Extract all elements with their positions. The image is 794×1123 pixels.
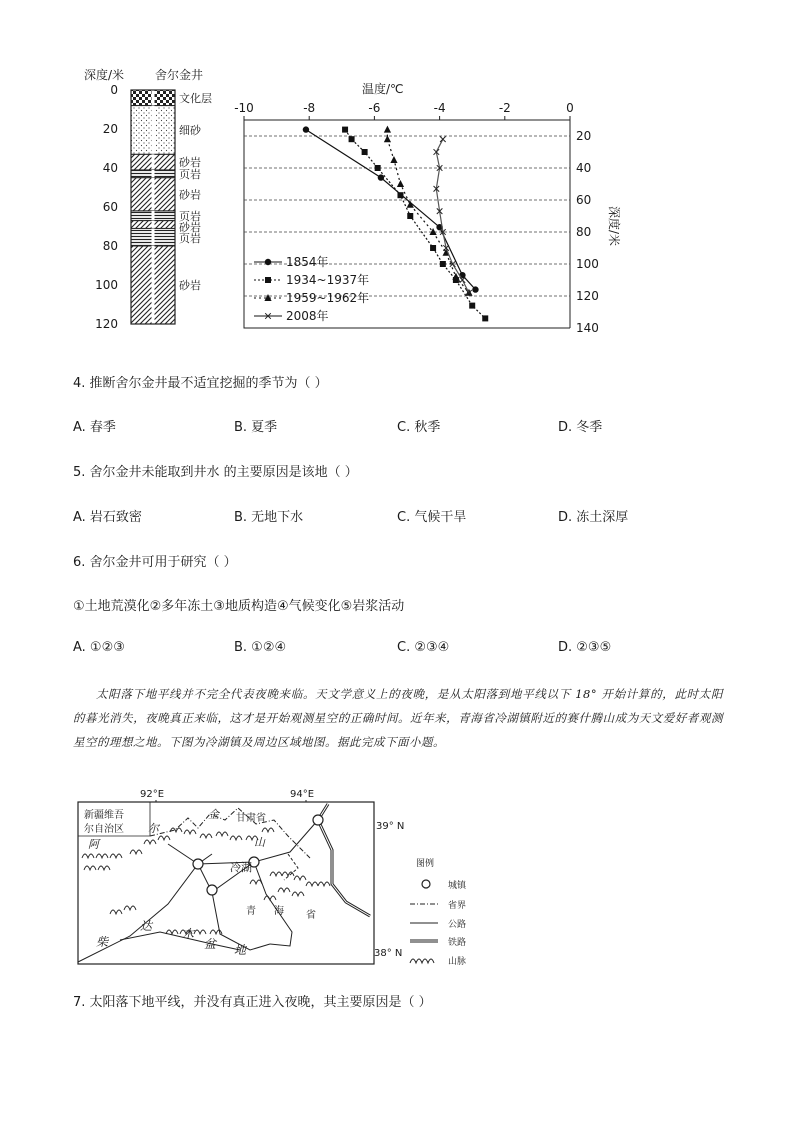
point-square <box>469 303 475 309</box>
depth-tick-label: 40 <box>102 161 118 175</box>
lon-label-right: 94°E <box>290 789 315 800</box>
y-tick-label: 120 <box>576 289 599 303</box>
q6-option-d[interactable]: D. ②③⑤ <box>558 640 612 655</box>
stratum-label: 页岩 <box>179 231 201 245</box>
q4-option-c[interactable]: C. 秋季 <box>397 420 441 435</box>
q6-option-c[interactable]: C. ②③④ <box>397 640 450 655</box>
q5-option-c[interactable]: C. 气候干旱 <box>397 510 467 525</box>
qinghai-label: 省 <box>306 910 316 921</box>
point-circle <box>378 174 384 180</box>
legend-road-label: 公路 <box>448 920 467 930</box>
town-marker <box>193 859 203 869</box>
series-2 <box>384 126 473 296</box>
x-axis-label: 温度/℃ <box>362 82 404 96</box>
x-tick-label: -6 <box>368 101 381 115</box>
stratum-label: 文化层 <box>179 91 212 105</box>
depth-tick-label: 80 <box>102 239 118 253</box>
stratum-label: 页岩 <box>179 209 201 223</box>
x-tick-label: -10 <box>234 101 254 115</box>
passage-text: 太阳落下地平线并不完全代表夜晚来临。天文学意义上的夜晚，是从太阳落到地平线以下 18° 开始计算的，此时太阳的暮光消失，夜晚真正来临，这才是开始观测星空的正确时间。近年来，青海省冷湖镇附近的赛什腾山成为天文爱好者观测星空的理想之地。下图为冷湖镇及周边区域地图。据此完成下面小题。 <box>73 687 723 749</box>
lat-label-top: 39° N <box>376 821 405 832</box>
stratum-label: 砂岩 <box>179 220 201 234</box>
q5-option-d[interactable]: D. 冻土深厚 <box>558 510 629 525</box>
altun-mountain-label: 尔 <box>148 822 159 835</box>
y-tick-label: 100 <box>576 257 599 271</box>
question-5-stem: 5. 舍尔金井未能取到井水 的主要原因是该地（ ） <box>73 465 358 480</box>
q5-option-b[interactable]: B. 无地下水 <box>234 510 304 525</box>
temperature-depth-chart <box>234 80 624 342</box>
series-line <box>387 130 469 293</box>
q5-option-a[interactable]: A. 岩石致密 <box>73 510 142 525</box>
series-line <box>436 139 469 293</box>
point-x <box>440 136 446 142</box>
stratum-label: 砂岩 <box>179 279 201 292</box>
y-tick-label: 80 <box>576 225 592 239</box>
y-tick-label: 60 <box>576 193 592 207</box>
depth-tick-label: 100 <box>95 278 118 292</box>
qaidam-basin-label: 达 <box>140 919 153 933</box>
legend-rail-label: 铁路 <box>448 938 467 948</box>
legend-mountain-icon <box>410 959 434 963</box>
series-line <box>306 130 476 290</box>
point-square <box>375 165 381 171</box>
x-tick-label: -4 <box>433 101 446 115</box>
town-marker <box>313 815 323 825</box>
q4-option-b[interactable]: B. 夏季 <box>234 420 278 435</box>
gansu-label: 甘肃省 <box>236 813 266 824</box>
stratum-label: 细砂 <box>179 123 201 137</box>
y-axis-label: 深度/米 <box>607 206 621 247</box>
altun-mountain-label: 山 <box>254 836 265 849</box>
lat-label-bottom: 38° N <box>374 948 403 959</box>
qaidam-basin-label: 木 <box>182 927 195 941</box>
stratum-label: 砂岩 <box>179 188 201 202</box>
point-square <box>430 245 436 251</box>
point-square <box>342 127 348 133</box>
reading-passage <box>73 682 723 754</box>
point-triangle <box>397 180 404 187</box>
legend-label: 1959~1962年 <box>286 291 370 305</box>
legend-label: 1934~1937年 <box>286 273 370 287</box>
stratum-label: 砂岩 <box>179 156 201 170</box>
q6-option-b[interactable]: B. ①②④ <box>234 640 287 655</box>
xinjiang-label-1: 新疆维吾 <box>84 810 124 821</box>
lenghu-region-map <box>70 784 490 970</box>
qaidam-basin-label: 柴 <box>96 935 109 949</box>
depth-tick-label: 20 <box>102 122 118 136</box>
point-circle <box>303 126 309 132</box>
altun-mountain-label: 金 <box>208 808 219 821</box>
qinghai-label: 青 <box>246 906 256 917</box>
depth-tick-label: 0 <box>110 83 118 97</box>
legend-town-icon <box>422 880 430 888</box>
depth-tick-label: 60 <box>102 200 118 214</box>
point-triangle <box>390 156 397 163</box>
qaidam-basin-label: 地 <box>234 943 247 957</box>
question-4-stem: 4. 推断舍尔金井最不适宜挖掘的季节为（ ） <box>73 376 328 391</box>
q4-option-d[interactable]: D. 冬季 <box>558 420 603 435</box>
depth-tick-label: 120 <box>95 317 118 331</box>
xinjiang-label-2: 尔自治区 <box>84 824 124 835</box>
question-7-stem: 7. 太阳落下地平线，并没有真正进入夜晚，其主要原因是（ ） <box>73 995 432 1010</box>
well-column-figure <box>70 64 240 348</box>
y-tick-label: 20 <box>576 129 592 143</box>
legend-label: 2008年 <box>286 309 329 323</box>
legend-town-label: 城镇 <box>448 881 467 891</box>
town-marker <box>207 885 217 895</box>
lon-label-left: 92°E <box>140 789 165 800</box>
x-tick-label: -8 <box>303 101 316 115</box>
point-square <box>440 261 446 267</box>
point-circle <box>265 259 271 265</box>
y-tick-label: 140 <box>576 321 599 335</box>
point-square <box>362 149 368 155</box>
map-legend-title: 图例 <box>416 859 435 869</box>
question-6-items: ①土地荒漠化②多年冻土③地质构造④气候变化⑤岩浆活动 <box>73 599 405 614</box>
legend-mountain-label: 山脉 <box>448 957 467 967</box>
point-square <box>397 192 403 198</box>
point-square <box>407 213 413 219</box>
point-triangle <box>384 126 391 133</box>
series-3 <box>434 136 472 295</box>
qaidam-basin-label: 盆 <box>204 937 217 951</box>
qinghai-label: 海 <box>274 906 284 917</box>
point-circle <box>472 286 478 292</box>
question-6-stem: 6. 舍尔金井可用于研究（ ） <box>73 555 237 570</box>
well-name-label: 舍尔金井 <box>155 68 204 82</box>
legend-label: 1854年 <box>286 255 329 269</box>
x-tick-label: 0 <box>566 101 574 115</box>
point-square <box>482 315 488 321</box>
legend-border-label: 省界 <box>448 901 467 911</box>
y-tick-label: 40 <box>576 161 592 175</box>
stratum-label: 页岩 <box>179 167 201 181</box>
point-square <box>265 277 271 283</box>
altun-mountain-label: 阿 <box>88 838 99 851</box>
q6-option-a[interactable]: A. ①②③ <box>73 640 125 655</box>
lenghu-label: 冷湖 <box>230 861 252 874</box>
point-square <box>349 136 355 142</box>
depth-axis-label: 深度/米 <box>84 68 125 82</box>
q4-option-a[interactable]: A. 春季 <box>73 420 116 435</box>
x-tick-label: -2 <box>498 101 511 115</box>
